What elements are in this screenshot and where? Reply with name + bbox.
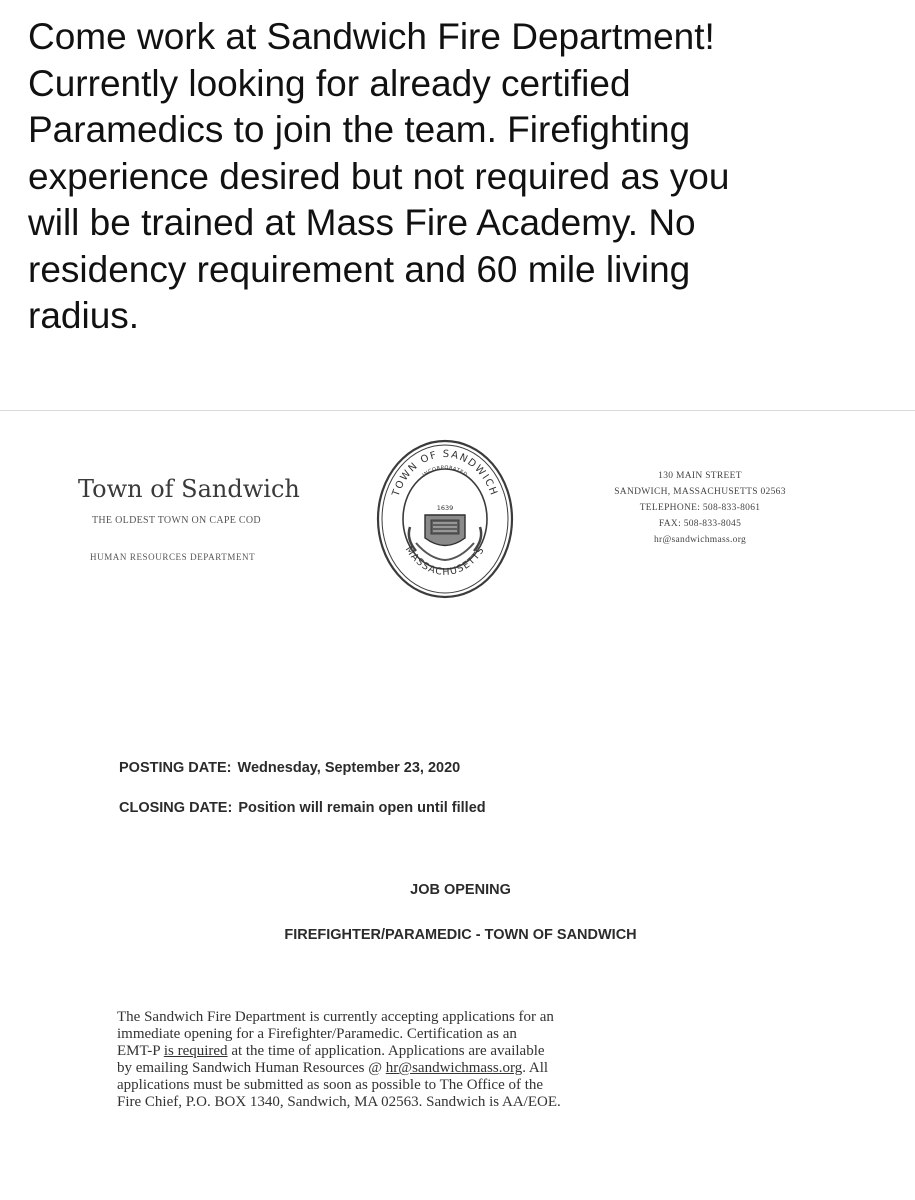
description-line [117,1060,817,1077]
post-caption-line: residency requirement and 60 mile living [28,248,691,290]
telephone: TELEPHONE: 508-833-8061 [639,503,761,513]
posting-date-value: Wednesday, September 23, 2020 [237,760,461,776]
fax: FAX: 508-833-8045 [658,519,742,529]
posting-date-row [119,760,460,776]
seal-year: 1639 [436,504,454,512]
requirement-emphasis: is required [163,1043,228,1059]
town-name: Town of Sandwich [78,475,300,503]
description-line: The Sandwich Fire Department is currently accepting applications for an [117,1009,554,1025]
city-state-zip: SANDWICH, MASSACHUSETTS 02563 [614,487,786,497]
post-caption-line: radius. [28,295,140,336]
email-address: hr@sandwichmass.org [653,535,747,545]
seal-top-text: TOWN OF SANDWICH [390,448,500,498]
description-text: EMT-P [117,1043,164,1059]
post-caption-line: experience desired but not required as you [28,155,730,197]
description-line: immediate opening for a Firefighter/Paramedic. Certification as an [117,1026,517,1042]
svg-text:TOWN OF SANDWICH [390,449,499,499]
svg-text:INCORPORATED [422,465,469,478]
post-caption [28,14,898,340]
posting-date-label: POSTING DATE: [119,760,232,776]
seal-inner-text: INCORPORATED [421,464,469,479]
description-text: at the time of application. Applications are available [227,1043,545,1059]
job-opening-heading: JOB OPENING [410,882,511,898]
position-title: FIREFIGHTER/PARAMEDIC - TOWN OF SANDWICH [284,927,637,943]
town-seal-icon [376,439,514,599]
post-caption-line: will be trained at Mass Fire Academy. No [28,202,696,243]
closing-date-value: Position will remain open until filled [238,800,486,816]
description-line: Fire Chief, P.O. BOX 1340, Sandwich, MA 02563. Sandwich is AA/EOE. [117,1094,561,1110]
job-posting-document[interactable] [0,411,915,1200]
description-text: . All [522,1060,549,1076]
street-address: 130 MAIN STREET [658,471,742,481]
description-text: by emailing Sandwich Human Resources @ [117,1060,386,1076]
town-tagline: THE OLDEST TOWN ON CAPE COD [92,515,261,526]
department-name: HUMAN RESOURCES DEPARTMENT [90,552,256,562]
closing-date-row [119,800,486,816]
post-caption-line: Come work at Sandwich Fire Department! [28,16,715,57]
job-description [117,1009,817,1111]
post-caption-line: Currently looking for already certified [28,62,631,104]
description-line: applications must be submitted as soon as possible to The Office of the [117,1077,544,1093]
hr-email-link[interactable]: hr@sandwichmass.org [385,1060,523,1076]
closing-date-label: CLOSING DATE: [119,800,233,816]
description-line [117,1043,817,1060]
post-caption-line: Paramedics to join the team. Firefighting [28,109,691,150]
seal-bottom-text: MASSACHUSETTS [402,544,488,578]
letterhead-address [560,468,840,548]
